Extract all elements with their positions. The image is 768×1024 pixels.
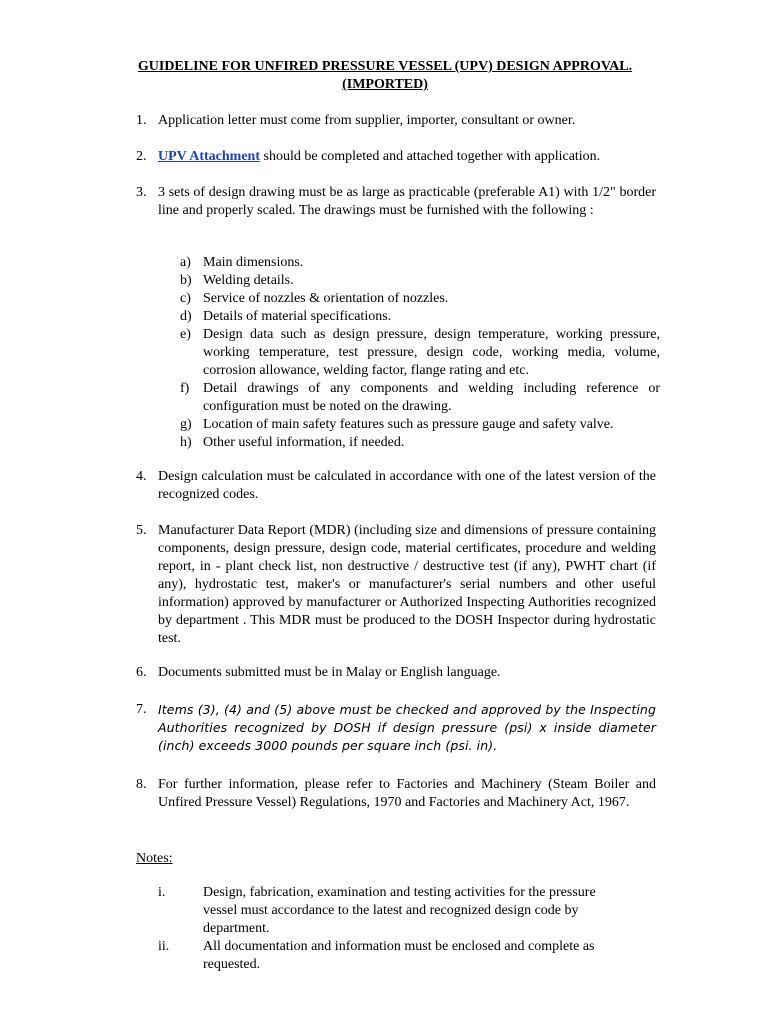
note-marker: ii. xyxy=(158,939,170,954)
sub-item-b: b) Welding details. xyxy=(180,273,294,288)
list-item-3 xyxy=(136,184,656,220)
sub-item-f: f) Detail drawings of any components and welding including reference or configuration must be noted on the drawing. xyxy=(180,381,660,414)
item-number: 6. xyxy=(136,665,147,680)
note-marker: i. xyxy=(158,885,166,900)
item-number: 3. xyxy=(136,185,147,200)
list-item-2 xyxy=(136,148,656,166)
list-item-4 xyxy=(136,468,656,504)
list-item-7 xyxy=(136,701,656,755)
item-number: 7. xyxy=(136,702,147,717)
item-number: 1. xyxy=(136,113,147,128)
note-item-2 xyxy=(158,938,628,974)
note-text: Design, fabrication, examination and testing activities for the pressure vessel must accordance to the latest and recognized design code by department. xyxy=(203,885,596,936)
item-text: should be completed and attached together with application. xyxy=(260,149,601,164)
list-item-5 xyxy=(136,522,656,648)
title-line-1: GUIDELINE FOR UNFIRED PRESSURE VESSEL (UPV) DESIGN APPROVAL. xyxy=(137,59,633,74)
sub-item-e: e) Design data such as design pressure, design temperature, working pressure, working temperature, test pressure, design code, working media, volume, corrosion allowance, welding factor, flange rating and etc. xyxy=(180,327,660,378)
item-text: Design calculation must be calculated in accordance with one of the latest version of the recognized codes. xyxy=(158,469,656,502)
sub-item-g: g) Location of main safety features such as pressure gauge and safety valve. xyxy=(180,417,614,432)
document-title xyxy=(100,58,670,94)
list-item-8 xyxy=(136,776,656,812)
drawing-requirements-list xyxy=(180,254,660,452)
item-text: 3 sets of design drawing must be as large as practicable (preferable A1) with 1/2" border line and properly scaled. The drawings must be furnished with the following : xyxy=(158,185,656,218)
item-text: Documents submitted must be in Malay or English language. xyxy=(158,665,501,680)
item-text: For further information, please refer to Factories and Machinery (Steam Boiler and Unfired Pressure Vessel) Regulations, 1970 and Factories and Machinery Act, 1967. xyxy=(158,777,656,810)
note-text: All documentation and information must be enclosed and complete as requested. xyxy=(203,939,595,972)
item-text: Application letter must come from supplier, importer, consultant or owner. xyxy=(158,113,576,128)
item-number: 2. xyxy=(136,149,147,164)
sub-item-c: c) Service of nozzles & orientation of nozzles. xyxy=(180,291,449,306)
list-item-1 xyxy=(136,112,656,130)
list-item-6 xyxy=(136,664,656,682)
item-text: Manufacturer Data Report (MDR) (including size and dimensions of pressure containing components, design pressure, design code, material certificates, procedure and welding report, in - plant check list, non destructive / destructive test (if any), PWHT chart (if any), hydrostatic test, maker's or manufacturer's serial numbers and other useful information) approved by manufacturer or Authorized Inspecting Authorities recognized by department . This MDR must be produced to the DOSH Inspector during hydrostatic test. xyxy=(158,523,656,646)
sub-item-d: d) Details of material specifications. xyxy=(180,309,392,324)
title-line-2: (IMPORTED) xyxy=(342,77,428,92)
sub-item-h: h) Other useful information, if needed. xyxy=(180,435,405,450)
notes-heading: Notes: xyxy=(136,851,173,866)
item-number: 5. xyxy=(136,523,147,538)
item-number: 4. xyxy=(136,469,147,484)
item-number: 8. xyxy=(136,777,147,792)
sub-item-a: a) Main dimensions. xyxy=(180,255,304,270)
item-text: Items (3), (4) and (5) above must be checked and approved by the Inspecting Authorities recognized by DOSH if design pressure (psi) x inside diameter (inch) exceeds 3000 pounds per square inch (psi. in). xyxy=(158,702,656,753)
note-item-1 xyxy=(158,884,628,938)
upv-attachment-link[interactable]: UPV Attachment xyxy=(158,149,261,164)
